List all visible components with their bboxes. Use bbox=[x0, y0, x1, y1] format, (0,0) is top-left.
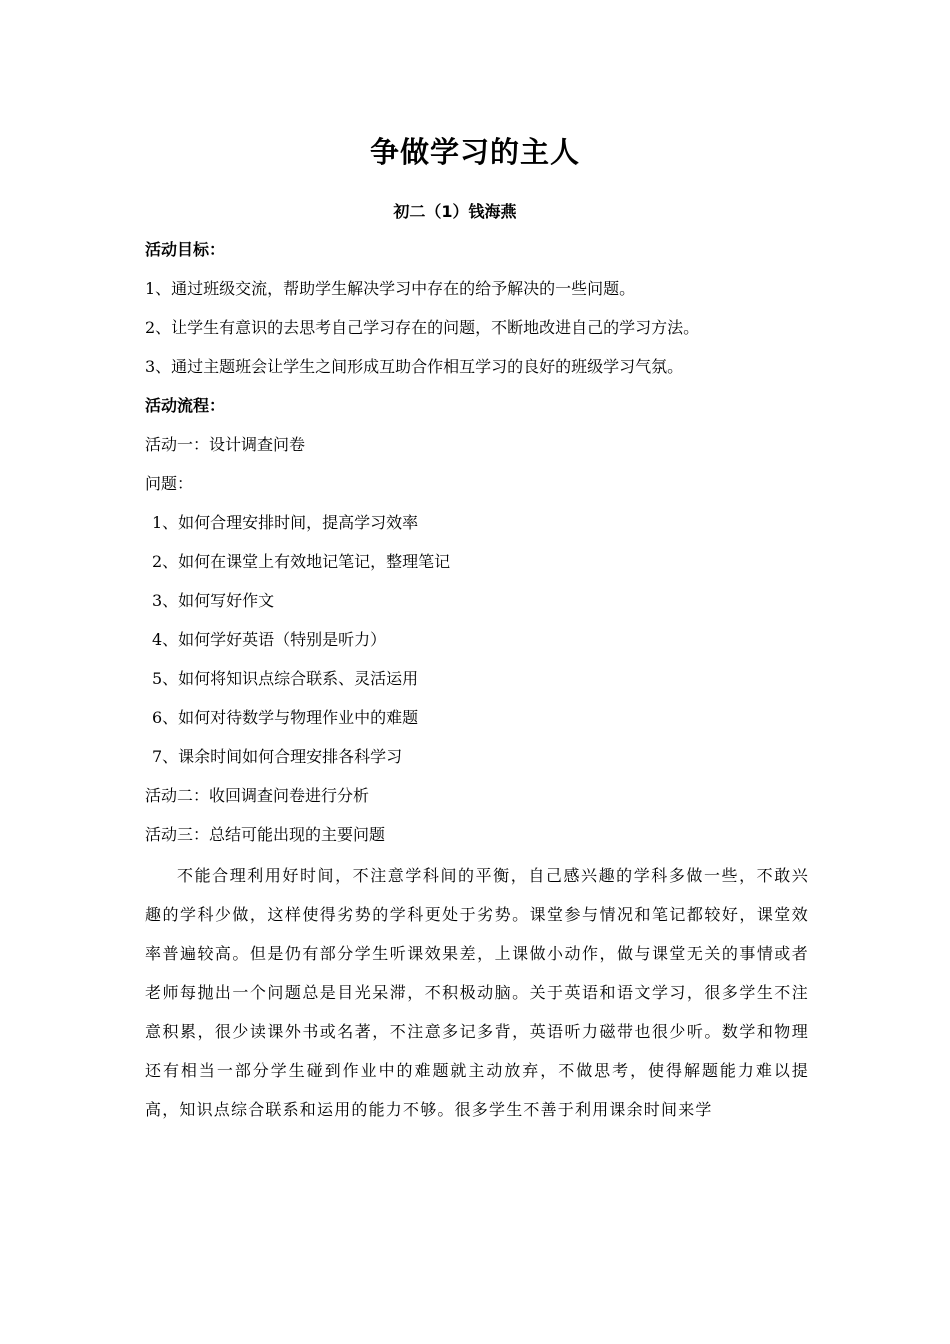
question-item: 5、如何将知识点综合联系、灵活运用 bbox=[152, 669, 419, 688]
question-item: 4、如何学好英语（特别是听力） bbox=[152, 630, 387, 649]
question-item: 7、课余时间如何合理安排各科学习 bbox=[152, 747, 403, 766]
question-item: 3、如何写好作文 bbox=[152, 591, 275, 610]
goals-heading: 活动目标： bbox=[145, 240, 226, 259]
activity-one: 活动一：设计调查问卷 bbox=[145, 435, 306, 454]
process-heading: 活动流程： bbox=[145, 396, 226, 415]
activity-two: 活动二：收回调查问卷进行分析 bbox=[145, 786, 370, 805]
questions-label: 问题： bbox=[145, 474, 194, 493]
activity-three: 活动三：总结可能出现的主要问题 bbox=[145, 825, 386, 844]
question-item: 2、如何在课堂上有效地记笔记，整理笔记 bbox=[152, 552, 451, 571]
question-item: 1、如何合理安排时间，提高学习效率 bbox=[152, 513, 419, 532]
author-line: 初二（1）钱海燕 bbox=[393, 202, 517, 221]
document-title: 争做学习的主人 bbox=[369, 135, 580, 169]
goal-item: 2、让学生有意识的去思考自己学习存在的问题，不断地改进自己的学习方法。 bbox=[145, 318, 700, 337]
goal-item: 1、通过班级交流，帮助学生解决学习中存在的给予解决的一些问题。 bbox=[145, 279, 636, 298]
question-item: 6、如何对待数学与物理作业中的难题 bbox=[152, 708, 419, 727]
goal-item: 3、通过主题班会让学生之间形成互助合作相互学习的良好的班级学习气氛。 bbox=[145, 357, 684, 376]
summary-paragraph: 不能合理利用好时间，不注意学科间的平衡，自己感兴趣的学科多做一些，不敢兴趣的学科少做，这样使得劣势的学科更处于劣势。课堂参与情况和笔记都较好，课堂效率普遍较高。但是仍有部分学生听课效果差，上课做小动作，做与课堂无关的事情或者老师每抛出一个问题总是目光呆滞，不积极动脑。关于英语和语文学习，很多学生不注意积累，很少读课外书或名著，不注意多记多背，英语听力磁带也很少听。数学和物理还有相当一部分学生碰到作业中的难题就主动放弃，不做思考，使得解题能力难以提高，知识点综合联系和运用的能力不够。很多学生不善于利用课余时间来学 bbox=[145, 866, 809, 1119]
